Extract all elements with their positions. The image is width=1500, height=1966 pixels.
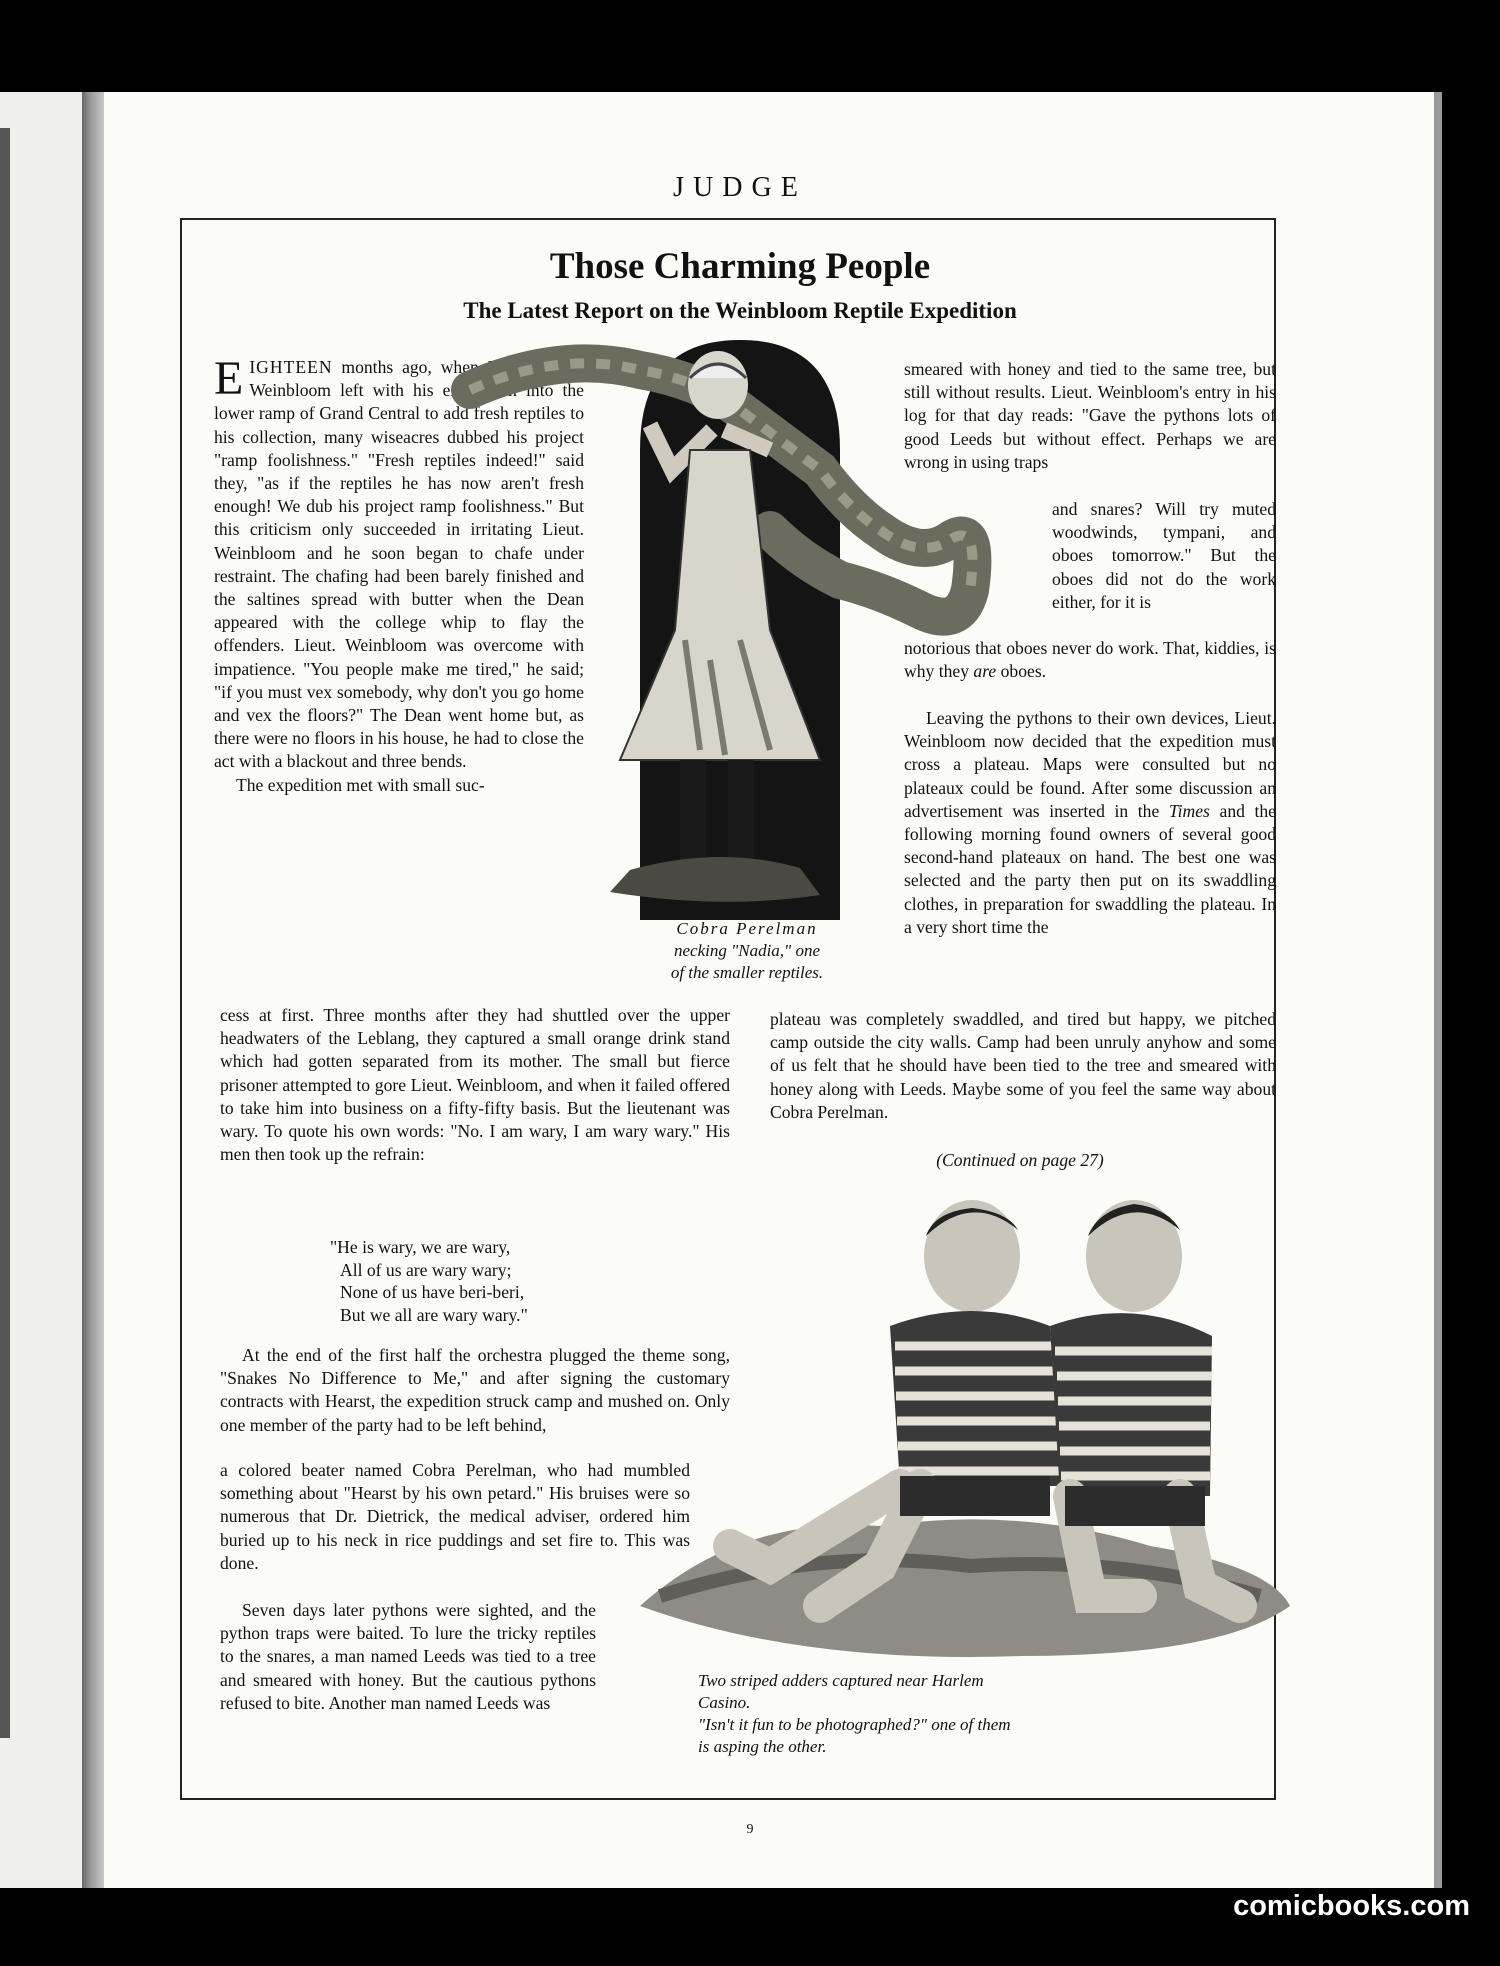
opening-smallcaps: IGHTEEN [249,357,333,377]
verse-line: All of us are wary wary; [340,1259,512,1280]
paragraph-3-wide: At the end of the first half the orchestra plugged the theme song, "Snakes No Difference to Me," and after signing the customary contracts with Hearst, the expedition struck camp and mushed on. Only one member of the party had to be left behind, [220,1345,730,1435]
snake-photo-caption: Cobra Perelman necking "Nadia," one of the smaller reptiles. [670,919,824,982]
column-3-paragraph-2: Leaving the pythons to their own devices, Lieut. Weinbloom now decided that the expedition must cross a plateau. Maps were consulted but no plateaux could be found. After some discussion an advertisement was inserted in the Times and the following morning found owners of several good second-hand plateaux on hand. The best one was selected and the party then put on its swaddling clothes, in preparation for swaddling the plateau. In a very short time the [904,708,1276,937]
right-figure-shirt [1050,1313,1212,1496]
page-edge [1434,92,1442,1888]
article-subtitle: The Latest Report on the Weinbloom Reptile Expedition [463,298,1017,323]
paragraph-4: Seven days later pythons were sighted, and the python traps were baited. To lure the tricky reptiles to the snares, a man named Leeds was tied to a tree and smeared with honey. But the cautious pythons refused to bite. Another man named Leeds was [220,1600,596,1713]
adders-photo-caption: Two striped adders captured near Harlem Casino. "Isn't it fun to be photographed?" one of them is asping the other. [698,1671,1011,1756]
verse-line: "He is wary, we are wary, [330,1237,511,1257]
paragraph-3-narrow: a colored beater named Cobra Perelman, who had mumbled something about "Hearst by his own petard." His bruises were so numerous that Dr. Dietrick, the medical adviser, ordered him buried up to his neck in rice puddings and set fire to. This was done. [220,1460,690,1573]
page-number: 9 [746,1822,754,1837]
column-3-top: smeared with honey and tied to the same tree, but still without results. Lieut. Weinbloom's entry in his log for that day reads: "Gave the pythons lots of good Leeds but without effect. Perhaps we are wrong in using traps [904,359,1276,472]
paragraph-2-start: The expedition met with small suc- [236,774,485,795]
verse-line: None of us have beri-beri, [340,1282,525,1302]
column-3-narrow: and snares? Will try muted woodwinds, tympani, and oboes tomorrow." But the oboes did not do the work either, for it is [1052,499,1276,612]
verse-block [330,1236,650,1326]
masthead: JUDGE [673,172,807,203]
facing-page [0,92,82,1888]
continued-note: (Continued on page 27) [936,1150,1104,1170]
verse-line: But we all are wary wary." [340,1304,528,1325]
striped-adders-photo [620,1186,1296,1664]
opening-text: months ago, when Lieut. Buster Weinbloom left with his expedition into the lower ramp of Grand Central to add fresh reptiles to his collection, many wiseacres dubbed his project "ramp foolishness." "Fresh reptiles indeed!" said they, "as if the reptiles he has now aren't fresh enough! We dub his project ramp foolishness." But this criticism only succeeded in irritating Lieut. Weinbloom and he soon began to chafe under restraint. The chafing had been barely finished and the saltines spread with butter when the Dean appeared with the college whip to flay the offenders. Lieut. Weinbloom was overcome with impatience. "You people make me tired," he said; "if you must vex somebody, why don't you go home and vex the floors?" The Dean went home but, as there were no floors in his house, he had to close the act with a blackout and three bends. [214,357,584,772]
facing-page-print [0,128,10,1738]
drop-cap: E [214,356,244,405]
paragraph-2-wide: cess at first. Three months after they had shuttled over the upper headwaters of the Leblang, they captured a small orange drink stand which had gotten separated from its mother. The small but fierce prisoner attempted to gore Lieut. Weinbloom, and when it failed offered to take him into business on a fifty-fifty basis. But the lieutenant was wary. To quote his own words: "No. I am wary, I am wary wary." His men then took up the refrain: [220,1005,730,1165]
site-watermark: comicbooks.com [1233,1890,1470,1922]
binding-gutter [82,92,104,1888]
column-3-bottom: plateau was completely swaddled, and tired but happy, we pitched camp outside the city walls. Camp had been unruly anyhow and some of us felt that he should have been tied to the tree and smeared with honey along with Leeds. Maybe some of you feel the same way about Cobra Perelman. [770,1009,1276,1122]
article-title: Those Charming People [549,246,931,287]
left-figure-shirt [890,1311,1060,1486]
snake-charmer-photo [440,330,1040,920]
column-3-middle: notorious that oboes never do work. That, kiddies, is why they are oboes. [904,638,1276,682]
